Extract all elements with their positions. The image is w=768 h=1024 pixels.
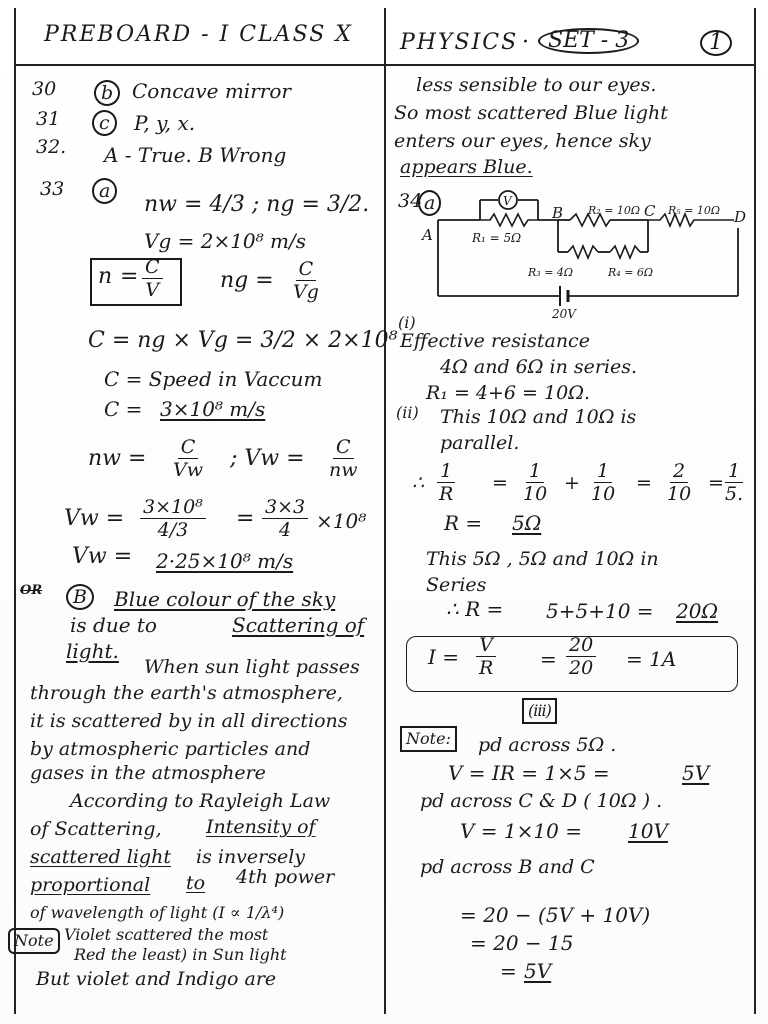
q33-nw-den: Vw bbox=[173, 459, 203, 481]
q33-vw-num: C bbox=[333, 436, 354, 459]
sol-effective-resistance: Effective resistance bbox=[400, 330, 590, 352]
sol-pd-5-calc: V = IR = 1×5 = bbox=[448, 761, 610, 785]
q32-answer: A - True. B Wrong bbox=[104, 143, 287, 167]
resistor-r1 bbox=[480, 214, 538, 226]
sol-pd-bc-step1: = 20 − (5V + 10V) bbox=[460, 903, 651, 927]
or-note-label: Note bbox=[8, 928, 60, 954]
q33-c-value: 3×10⁸ m/s bbox=[160, 397, 266, 421]
q33-ng-den: Vg bbox=[293, 281, 319, 303]
column-divider bbox=[384, 8, 386, 1014]
q30-option: b bbox=[94, 80, 120, 106]
q33-vw2-lhs: Vw = bbox=[72, 544, 133, 569]
q34-number: 34 bbox=[398, 190, 423, 212]
or-line15: But violet and Indigo are bbox=[36, 968, 277, 990]
sol-current-lhs: I = bbox=[428, 645, 460, 669]
sol-r-lhs: R = bbox=[444, 511, 483, 535]
q30-number: 30 bbox=[32, 78, 57, 100]
q33-ng-fraction bbox=[290, 258, 322, 303]
or-line10b: is inversely bbox=[196, 846, 306, 868]
left-margin-line bbox=[14, 8, 16, 1014]
sol-recip-frac-b bbox=[520, 460, 550, 505]
recip-a-den: R bbox=[439, 483, 454, 505]
sol-recip-frac-e bbox=[722, 460, 746, 505]
recip-c-num: 1 bbox=[594, 460, 612, 483]
q33-vw1-eq: = bbox=[236, 506, 255, 531]
or-option: B bbox=[66, 584, 94, 610]
current-den: R bbox=[479, 657, 494, 679]
q33-vw-lhs: ; Vw = bbox=[230, 446, 305, 471]
header-dot: · bbox=[522, 30, 529, 55]
sol-pd-bc-step3-lhs: = bbox=[500, 959, 517, 983]
sol-recip-frac-a bbox=[436, 460, 456, 505]
sol-r1-value: R₁ = 4+6 = 10Ω. bbox=[426, 382, 590, 404]
sol-pd-cd-calc: V = 1×10 = bbox=[460, 819, 582, 843]
sol-parallel-a: This 10Ω and 10Ω is bbox=[440, 406, 637, 428]
r3-label: R₃ = 4Ω bbox=[528, 266, 574, 279]
q33-vw1-num: 3×10⁸ bbox=[140, 496, 206, 519]
q33-vw2-value: 2·25×10⁸ m/s bbox=[156, 549, 294, 573]
q33-ng-num: C bbox=[296, 258, 317, 281]
recip-b-den: 10 bbox=[523, 483, 548, 505]
sol-pd-5-value: 5V bbox=[682, 761, 710, 785]
q33-n-formula-box bbox=[90, 258, 182, 306]
recip-b-num: 1 bbox=[526, 460, 544, 483]
r5-label: R₅ = 10Ω bbox=[668, 204, 721, 217]
or-line11a: proportional bbox=[30, 874, 151, 896]
or-line9b: Intensity of bbox=[206, 816, 316, 838]
or-line14: Red the least) in Sun light bbox=[74, 945, 287, 964]
sol-recip-frac-c bbox=[588, 460, 618, 505]
or-line12: of wavelength of light (I ∝ 1/λ⁴) bbox=[30, 903, 285, 922]
q31-number: 31 bbox=[36, 108, 61, 130]
or-line9a: of Scattering, bbox=[30, 818, 162, 840]
or-line8: According to Rayleigh Law bbox=[70, 790, 331, 812]
or-line2a: is due to bbox=[70, 613, 157, 637]
q33-vw-den: nw bbox=[329, 459, 358, 481]
q33-n-num: C bbox=[142, 256, 163, 279]
sol-current-value: = 1A bbox=[626, 647, 677, 671]
sol-pd-5: pd across 5Ω . bbox=[478, 734, 617, 756]
sol-series-note: 4Ω and 6Ω in series. bbox=[440, 356, 638, 378]
or-line1: Blue colour of the sky bbox=[114, 587, 336, 611]
right-margin-line bbox=[754, 8, 756, 1014]
recip-e-num: 1 bbox=[725, 460, 743, 483]
recip-d-den: 10 bbox=[667, 483, 692, 505]
q33-c-calc: C = ng × Vg = 3/2 × 2×10⁸ bbox=[88, 328, 398, 353]
or-line11b: to bbox=[186, 872, 206, 894]
circuit-diagram bbox=[420, 180, 750, 320]
part-i-label: (i) bbox=[398, 313, 416, 332]
node-b-label: B bbox=[552, 204, 564, 222]
sol-series-word: Series bbox=[426, 574, 487, 596]
sol-recip-frac-d bbox=[664, 460, 694, 505]
q31-answer: P, y, x. bbox=[134, 111, 196, 135]
q33-vw1-tail: ×10⁸ bbox=[316, 509, 367, 533]
sol-total-r-mid: 5+5+10 = bbox=[546, 599, 654, 623]
scribbled-box: (iii) bbox=[522, 698, 557, 724]
sol-total-r-lhs: ∴ R = bbox=[446, 597, 504, 621]
sol-parallel-b: parallel. bbox=[440, 432, 520, 454]
q30-answer: Concave mirror bbox=[132, 79, 291, 103]
header-set-badge: SET - 3 bbox=[538, 28, 639, 54]
or-line13: Violet scattered the most bbox=[64, 925, 269, 944]
recip-a-num: 1 bbox=[437, 460, 455, 483]
or-line4: through the earth's atmosphere, bbox=[30, 682, 343, 704]
q33-vw-fraction bbox=[326, 436, 361, 481]
recip-eq2: = bbox=[636, 472, 652, 494]
header-title: PREBOARD - I CLASS X bbox=[44, 22, 353, 47]
current-box bbox=[406, 636, 738, 692]
voltmeter-label: V bbox=[503, 194, 512, 208]
sol-pd-bc-step2: = 20 − 15 bbox=[470, 931, 574, 955]
q33-c-value-lhs: C = bbox=[104, 397, 143, 421]
q33-n-den: V bbox=[145, 279, 160, 301]
q33-vw1-num2: 3×3 bbox=[262, 496, 308, 519]
sol-series-three: This 5Ω , 5Ω and 10Ω in bbox=[426, 548, 659, 570]
or-line11c: 4th power bbox=[236, 866, 335, 888]
current-num: V bbox=[476, 634, 496, 657]
q33-vw1-fraction2 bbox=[262, 496, 308, 541]
right-line3: enters our eyes, hence sky bbox=[394, 130, 651, 152]
q33-vg: Vg = 2×10⁸ m/s bbox=[144, 229, 306, 253]
right-note-label: Note: bbox=[400, 726, 457, 752]
q33-indices: nw = 4/3 ; ng = 3/2. bbox=[144, 192, 370, 217]
q32-number: 32. bbox=[36, 136, 67, 158]
q33-n-lhs: n bbox=[98, 264, 113, 289]
r1-label: R₁ = 5Ω bbox=[472, 231, 522, 245]
sol-recip-therefore: ∴ bbox=[412, 472, 425, 494]
recip-plus: + bbox=[564, 472, 580, 494]
q34-option: a bbox=[418, 190, 441, 216]
node-c-label: C bbox=[644, 202, 656, 220]
sol-pd-bc-value: 5V bbox=[524, 959, 552, 983]
or-line3a: light. bbox=[66, 639, 119, 663]
or-line10a: scattered light bbox=[30, 846, 171, 868]
part-ii-label: (ii) bbox=[396, 403, 419, 422]
q31-option: c bbox=[92, 110, 117, 136]
sol-r-value: 5Ω bbox=[512, 511, 542, 535]
or-line2b: Scattering of bbox=[232, 613, 365, 637]
q33-nw-num: C bbox=[178, 436, 199, 459]
q33-vw1-den: 4/3 bbox=[157, 519, 189, 541]
q33-c-definition: C = Speed in Vaccum bbox=[104, 367, 323, 391]
or-line5: it is scattered by in all directions bbox=[30, 710, 348, 732]
right-line2: So most scattered Blue light bbox=[394, 102, 668, 124]
right-line4: appears Blue. bbox=[400, 156, 533, 178]
or-mark: OR bbox=[20, 583, 43, 598]
header-subject: PHYSICS bbox=[400, 30, 519, 55]
recip-d-num: 2 bbox=[670, 460, 688, 483]
r4-label: R₄ = 6Ω bbox=[608, 266, 654, 279]
q33-nw-lhs: nw = bbox=[88, 446, 147, 471]
current-num2: 20 bbox=[566, 634, 596, 657]
sol-pd-cd: pd across C & D ( 10Ω ) . bbox=[420, 790, 663, 812]
right-line1: less sensible to our eyes. bbox=[416, 74, 657, 96]
header-page-number: 1 bbox=[700, 30, 732, 56]
or-line3b: When sun light passes bbox=[144, 656, 360, 678]
q33-option: a bbox=[92, 178, 117, 204]
q33-ng-lhs: ng = bbox=[220, 268, 274, 293]
or-line7: gases in the atmosphere bbox=[30, 762, 266, 784]
r2-label: R₂ = 10Ω bbox=[588, 204, 641, 217]
q33-vw1-den2: 4 bbox=[279, 519, 292, 541]
battery-label: 20V bbox=[552, 307, 576, 320]
node-a-label: A bbox=[422, 226, 433, 244]
recip-e-den: 5. bbox=[725, 483, 744, 505]
recip-c-den: 10 bbox=[591, 483, 616, 505]
resistor-r3 bbox=[568, 246, 598, 258]
recip-eq1: = bbox=[492, 472, 508, 494]
q33-nw-fraction bbox=[170, 436, 206, 481]
or-line6: by atmospheric particles and bbox=[30, 738, 311, 760]
node-d-label: D bbox=[734, 208, 747, 226]
recip-eq3: = bbox=[708, 472, 724, 494]
q33-n-eq: = bbox=[120, 264, 139, 289]
current-den2: 20 bbox=[569, 657, 594, 679]
q33-vw1-lhs: Vw = bbox=[64, 506, 125, 531]
q33-number: 33 bbox=[40, 178, 65, 200]
sol-pd-bc: pd across B and C bbox=[420, 856, 595, 878]
sol-pd-cd-value: 10V bbox=[628, 819, 668, 843]
sol-total-r-value: 20Ω bbox=[676, 599, 719, 623]
resistor-r4 bbox=[610, 246, 640, 258]
sol-current-eq: = bbox=[540, 647, 557, 671]
q33-vw1-fraction bbox=[140, 496, 206, 541]
